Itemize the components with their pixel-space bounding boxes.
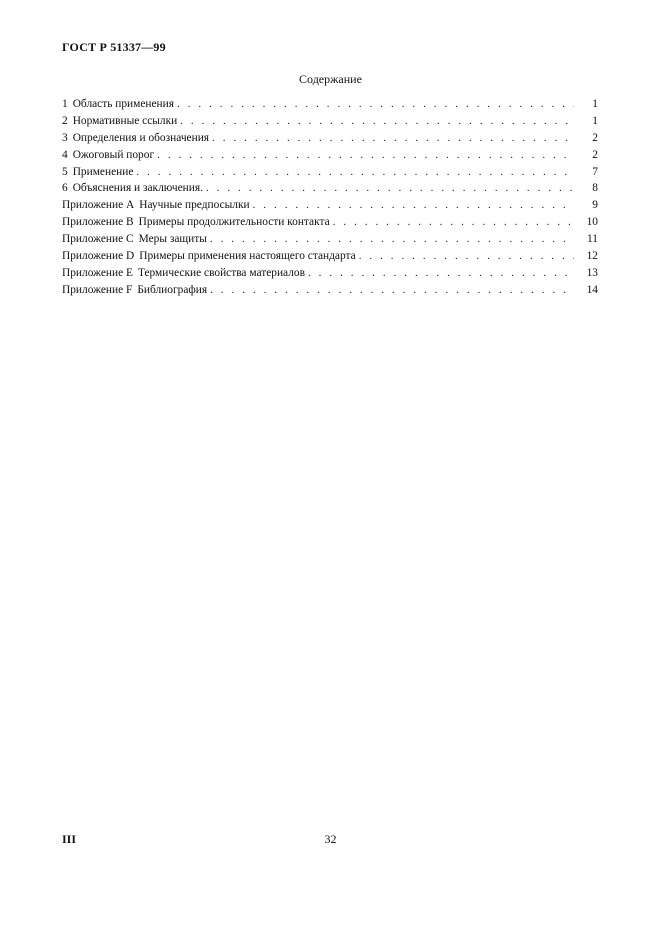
toc-entry-2 xyxy=(62,113,598,130)
toc-entry-page: 11 xyxy=(587,233,598,246)
toc-entry-label xyxy=(62,130,212,147)
toc-leader-dots xyxy=(157,147,574,164)
standard-code-header: ГОСТ Р 51337—99 xyxy=(62,40,166,54)
page-number: 32 xyxy=(324,832,337,846)
toc-entry-appendix-e xyxy=(62,265,598,282)
toc-entry-title: Нормативные ссылки xyxy=(72,114,178,127)
toc-entry-number: 3 xyxy=(62,131,68,144)
toc-entry-label xyxy=(62,197,253,214)
toc-entry-number: Приложение F xyxy=(62,283,133,296)
toc-entry-label xyxy=(62,113,180,130)
toc-entry-title: Объяснения и заключения. xyxy=(72,182,203,195)
toc-entry-page: 10 xyxy=(586,216,598,229)
toc-entry-3 xyxy=(62,130,598,147)
toc-title: Содержание xyxy=(299,72,362,86)
toc-entry-page: 7 xyxy=(592,165,598,178)
toc-entry-1 xyxy=(62,96,598,113)
toc-entry-title: Термические свойства материалов xyxy=(137,266,305,279)
toc-entry-page: 1 xyxy=(592,98,598,110)
toc-entry-number: Приложение D xyxy=(62,250,135,263)
toc-entry-title: Применение xyxy=(72,165,134,178)
toc-entry-appendix-d xyxy=(62,248,598,265)
toc-leader-dots xyxy=(210,282,574,299)
toc-entry-number: 2 xyxy=(62,114,68,127)
toc-leader-dots xyxy=(136,164,574,181)
toc-leader-dots xyxy=(177,96,574,113)
toc-leader-dots xyxy=(180,113,574,130)
toc-entry-label xyxy=(62,164,136,181)
table-of-contents xyxy=(62,96,598,299)
toc-leader-dots xyxy=(206,180,574,197)
toc-entry-page: 14 xyxy=(586,283,598,296)
toc-leader-dots xyxy=(210,231,574,248)
toc-entry-page: 2 xyxy=(592,131,598,144)
toc-leader-dots xyxy=(333,214,574,231)
toc-entry-number: Приложение C xyxy=(62,233,134,246)
toc-leader-dots xyxy=(212,130,574,147)
toc-entry-number: Приложение E xyxy=(62,266,133,279)
toc-entry-title: Научные предпосылки xyxy=(139,199,250,212)
toc-entry-title: Определения и обозначения xyxy=(72,131,210,144)
toc-entry-number: 6 xyxy=(62,182,68,195)
toc-entry-5 xyxy=(62,164,598,181)
toc-entry-title: Область применения xyxy=(72,98,174,110)
toc-entry-label xyxy=(62,265,308,282)
toc-entry-appendix-c xyxy=(62,231,598,248)
toc-entry-title: Меры защиты xyxy=(138,233,207,246)
toc-entry-6 xyxy=(62,180,598,197)
roman-page-number: III xyxy=(62,832,77,846)
toc-entry-number: 5 xyxy=(62,165,68,178)
toc-entry-page: 8 xyxy=(592,182,598,195)
toc-entry-label xyxy=(62,214,333,231)
toc-entry-appendix-b xyxy=(62,214,598,231)
toc-leader-dots xyxy=(359,248,574,265)
toc-entry-4 xyxy=(62,147,598,164)
toc-entry-page: 1 xyxy=(592,114,598,127)
toc-entry-title: Примеры применения настоящего стандарта xyxy=(139,250,356,263)
toc-entry-label xyxy=(62,231,210,248)
toc-entry-number: Приложение A xyxy=(62,199,135,212)
toc-entry-number: Приложение B xyxy=(62,216,134,229)
toc-entry-label xyxy=(62,180,206,197)
toc-entry-number: 4 xyxy=(62,148,68,161)
toc-entry-appendix-f xyxy=(62,282,598,299)
toc-entry-label xyxy=(62,248,359,265)
toc-entry-page: 12 xyxy=(586,250,598,263)
toc-entry-title: Библиография xyxy=(137,283,208,296)
toc-entry-label xyxy=(62,282,210,299)
toc-entry-number: 1 xyxy=(62,98,68,110)
toc-entry-label xyxy=(62,96,177,113)
toc-leader-dots xyxy=(308,265,574,282)
toc-entry-appendix-a xyxy=(62,197,598,214)
toc-entry-page: 9 xyxy=(592,199,598,212)
toc-entry-title: Примеры продолжительности контакта xyxy=(138,216,330,229)
toc-entry-page: 2 xyxy=(592,148,598,161)
toc-entry-label xyxy=(62,147,157,164)
toc-leader-dots xyxy=(253,197,574,214)
toc-entry-title: Ожоговый порог xyxy=(72,148,155,161)
toc-entry-page: 13 xyxy=(586,266,598,279)
